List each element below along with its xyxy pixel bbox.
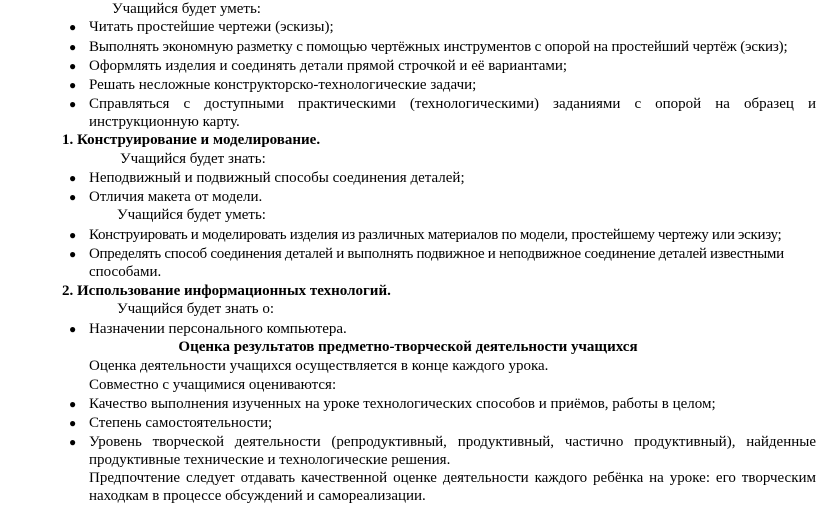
list-item: Определять способ соединения деталей и выполнять подвижное и неподвижное соединение деталей известными <box>89 246 784 262</box>
list-item: Назначении персонального компьютера. <box>89 321 347 337</box>
list-item-continuation: продуктивные технические и технологические решения. <box>89 452 451 468</box>
evaluation-title: Оценка результатов предметно-творческой деятельности учащихся <box>178 339 638 355</box>
bullet-icon: ● <box>69 20 77 34</box>
bullet-icon: ● <box>69 247 77 261</box>
paragraph: Совместно с учащимися оцениваются: <box>89 377 337 393</box>
section-heading: 1. Конструирование и моделирование. <box>62 132 321 148</box>
list-item: Справляться с доступными практическими (технологическими) заданиями с опорой на образец и <box>89 96 816 112</box>
bullet-icon: ● <box>69 40 77 54</box>
section-label: Учащийся будет уметь: <box>117 207 266 223</box>
bullet-icon: ● <box>69 435 77 449</box>
section-label: Учащийся будет уметь: <box>112 1 261 17</box>
list-item: Оформлять изделия и соединять детали прямой строчкой и её вариантами; <box>89 58 568 74</box>
list-item: Выполнять экономную разметку с помощью чертёжных инструментов с опорой на простейший чертёж (эскиз); <box>89 39 788 55</box>
list-item-continuation: способами. <box>89 264 162 280</box>
list-item: Уровень творческой деятельности (репродуктивный, продуктивный, частично продуктивный), найденные <box>89 434 816 450</box>
bullet-icon: ● <box>69 397 77 411</box>
section-label: Учащийся будет знать: <box>120 151 266 167</box>
paragraph: Предпочтение следует отдавать качественной оценке деятельности каждого ребёнка на уроке: его творческим <box>89 470 816 486</box>
list-item-continuation: инструкционную карту. <box>89 114 240 130</box>
paragraph-continuation: находкам в процессе обсуждений и самореализации. <box>89 488 426 504</box>
list-item: Неподвижный и подвижный способы соединения деталей; <box>89 170 465 186</box>
list-item: Конструировать и моделировать изделия из различных материалов по модели, простейшему чертежу или эскизу; <box>89 227 782 243</box>
bullet-icon: ● <box>69 78 77 92</box>
bullet-icon: ● <box>69 228 77 242</box>
list-item: Отличия макета от модели. <box>89 189 263 205</box>
paragraph: Оценка деятельности учащихся осуществляется в конце каждого урока. <box>89 358 549 374</box>
bullet-icon: ● <box>69 59 77 73</box>
bullet-icon: ● <box>69 416 77 430</box>
list-item: Решать несложные конструкторско-технологические задачи; <box>89 77 477 93</box>
bullet-icon: ● <box>69 171 77 185</box>
list-item: Степень самостоятельности; <box>89 415 273 431</box>
bullet-icon: ● <box>69 97 77 111</box>
list-item: Читать простейшие чертежи (эскизы); <box>89 19 334 35</box>
section-label: Учащийся будет знать о: <box>117 301 274 317</box>
list-item: Качество выполнения изученных на уроке технологических способов и приёмов, работы в целом; <box>89 396 716 412</box>
bullet-icon: ● <box>69 322 77 336</box>
bullet-icon: ● <box>69 190 77 204</box>
section-heading: 2. Использование информационных технологий. <box>62 283 391 299</box>
